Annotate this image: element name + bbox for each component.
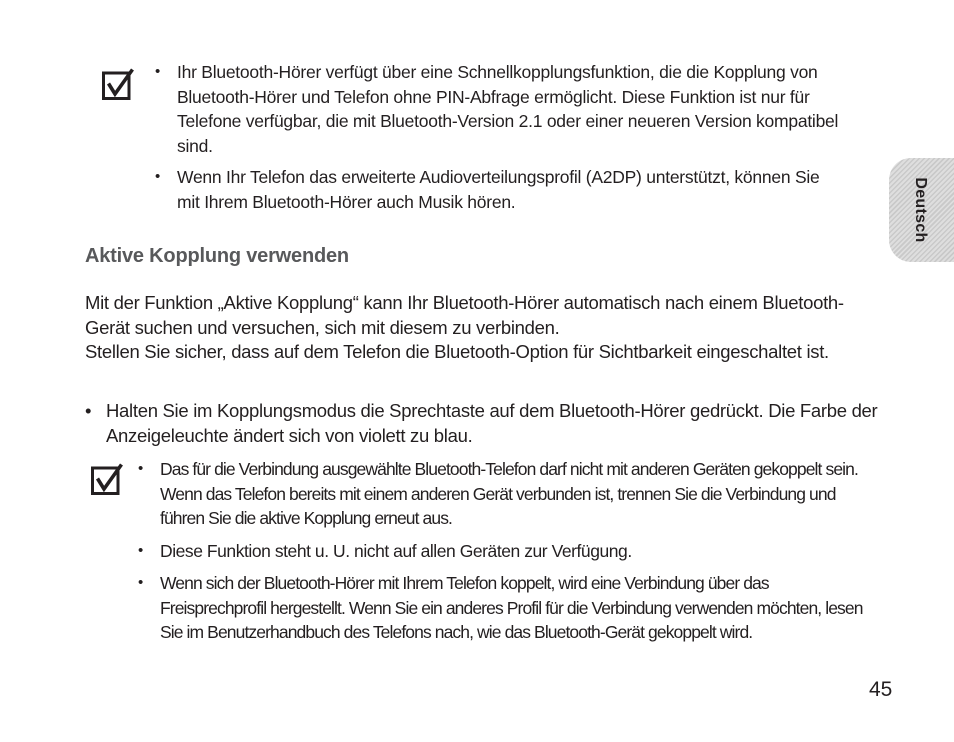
section-heading: Aktive Kopplung verwenden: [85, 245, 349, 267]
note-item: • Wenn Ihr Telefon das erweiterte Audioverteilungsprofil (A2DP) unterstützt, können Sie mit Ihrem Bluetooth-Hörer auch Musik hören.: [155, 165, 845, 214]
body-paragraph: Stellen Sie sicher, dass auf dem Telefon die Bluetooth-Option für Sichtbarkeit eingeschaltet ist.: [85, 341, 829, 362]
note-item: • Diese Funktion steht u. U. nicht auf allen Geräten zur Verfügung.: [138, 539, 878, 564]
note-item: • Das für die Verbindung ausgewählte Bluetooth-Telefon darf nicht mit anderen Geräten gekoppelt sein. Wenn das Telefon bereits mit einem anderen Gerät verbunden ist, trennen Sie die Verbindung und führen Sie die aktive Kopplung erneut aus.: [138, 457, 878, 531]
bullet-marker: •: [85, 400, 92, 421]
note-list: [138, 457, 878, 653]
page-number: 45: [869, 678, 893, 701]
language-tab-label: Deutsch: [912, 177, 929, 243]
bullet-item: [85, 399, 906, 448]
checkbox-note-icon: [91, 463, 123, 495]
checkbox-note-icon: [102, 68, 134, 100]
note-item: • Wenn sich der Bluetooth-Hörer mit Ihrem Telefon koppelt, wird eine Verbindung über das Freisprechprofil hergestellt. Wenn Sie ein anderes Profil für die Verbindung verwenden möchten, lesen Sie im Benutzerhandbuch des Telefons nach, wie das Bluetooth-Gerät gekoppelt wird.: [138, 571, 878, 645]
note-list: [155, 60, 845, 221]
bullet-text: Halten Sie im Kopplungsmodus die Sprechtaste auf dem Bluetooth-Hörer gedrückt. Die Farbe der Anzeigeleuchte ändert sich von violett zu blau.: [106, 400, 878, 446]
body-paragraph: Mit der Funktion „Aktive Kopplung“ kann Ihr Bluetooth-Hörer automatisch nach einem Bluetooth-Gerät suchen und versuchen, sich mit diesem zu verbinden.: [85, 292, 844, 338]
note-item: • Ihr Bluetooth-Hörer verfügt über eine Schnellkopplungsfunktion, die die Kopplung von Bluetooth-Hörer und Telefon ohne PIN-Abfrage ermöglicht. Diese Funktion ist nur für Telefone verfügbar, die mit Bluetooth-Version 2.1 oder einer neueren Version kompatibel sind.: [155, 60, 845, 158]
